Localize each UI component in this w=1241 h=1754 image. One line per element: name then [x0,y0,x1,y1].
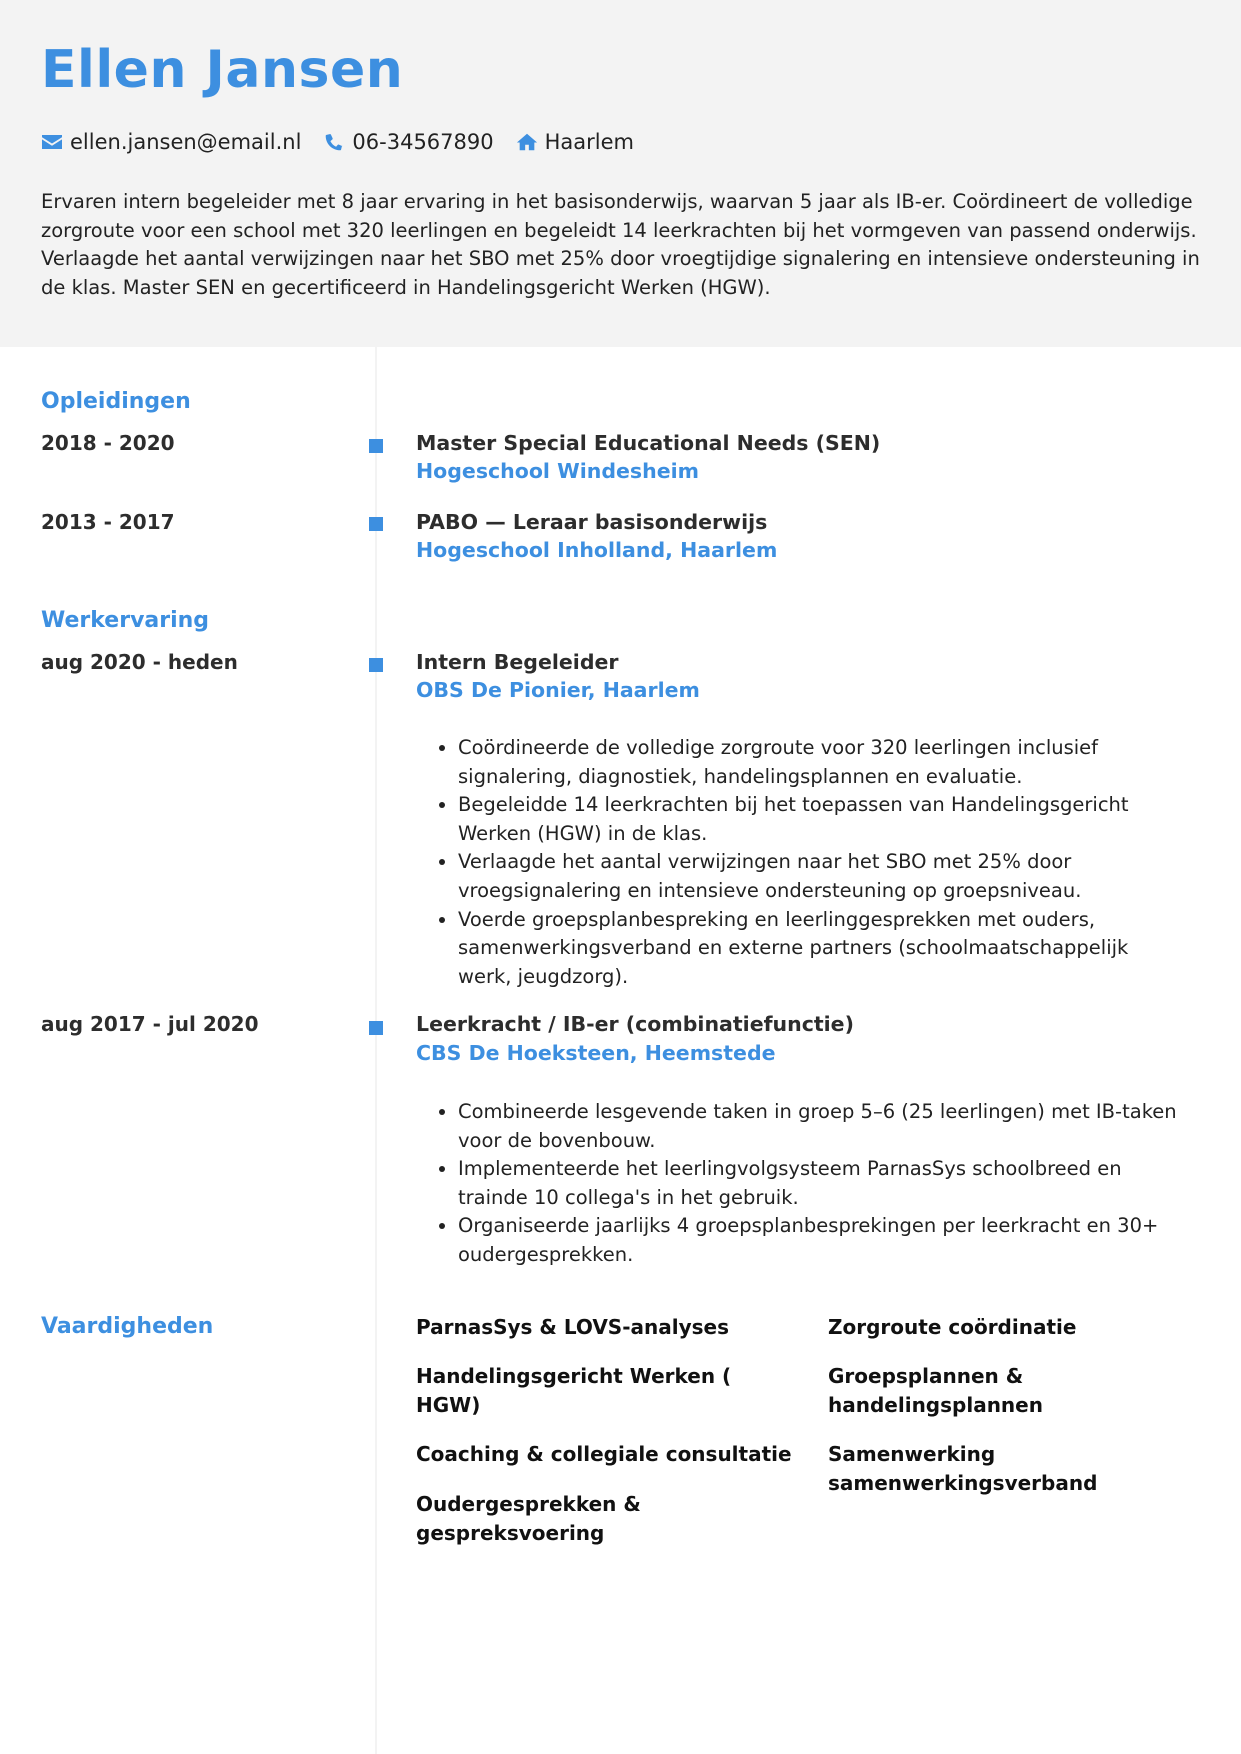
experience-date: aug 2020 - heden [41,650,238,674]
header-band [0,0,1241,347]
skill-item: Handelingsgericht Werken ( HGW) [416,1364,732,1417]
bullet-item: • Coördineerde de volledige zorgroute voor 320 leerlingen inclusief signalering, diagnostiek, handelingsplannen en evaluatie. [458,734,1186,791]
experience-org: OBS De Pionier, Haarlem [416,678,700,702]
envelope-icon [41,132,63,152]
bullet-item: • Begeleidde 14 leerkrachten bij het toepassen van Handelingsgericht Werken (HGW) in de klas. [458,791,1186,848]
timeline-marker [369,517,383,531]
bullet-item: • Verlaagde het aantal verwijzingen naar het SBO met 25% door vroegsignalering en intensieve ondersteuning op groepsniveau. [458,848,1186,905]
skill-item: Oudergesprekken & gespreksvoering [416,1492,641,1545]
bullet-item: • Combineerde lesgevende taken in groep 5–6 (25 leerlingen) met IB-taken voor de bovenbouw. [458,1098,1186,1155]
education-school: Hogeschool Windesheim [416,459,699,483]
timeline-marker [369,1021,383,1035]
skill-item: Coaching & collegiale consultatie [416,1442,792,1466]
timeline-divider [375,347,377,1754]
experience-bullets [416,734,1186,991]
location-text: Haarlem [544,130,634,154]
contact-phone[interactable] [323,130,493,154]
experience-role: Intern Begeleider [416,650,619,674]
contact-row [41,129,656,155]
education-date: 2018 - 2020 [41,431,175,455]
phone-text: 06-34567890 [352,130,494,154]
education-school: Hogeschool Inholland, Haarlem [416,538,778,562]
skill-item: Groepsplannen & handelingsplannen [828,1364,1043,1417]
bullet-item: • Implementeerde het leerlingvolgsysteem ParnasSys schoolbreed en trainde 10 collega's in het gebruik. [458,1155,1186,1212]
bullet-item: • Voerde groepsplanbespreking en leerlinggesprekken met ouders, samenwerkingsverband en externe partners (schoolmaatschappelijk werk, jeugdzorg). [458,906,1186,992]
experience-org: CBS De Hoeksteen, Heemstede [416,1041,776,1065]
skill-item: Zorgroute coördinatie [828,1315,1077,1339]
profile-summary: Ervaren intern begeleider met 8 jaar ervaring in het basisonderwijs, waarvan 5 jaar als IB-er. Coördineert de volledige zorgroute voor een school met 320 leerlingen en begeleidt 14 leerkrachten bij het vormgeven van passend onderwijs. Verlaagde het aantal verwijzingen naar het SBO met 25% door vroegtijdige signalering en intensieve ondersteuning in de klas. Master SEN en gecertificeerd in Handelingsgericht Werken (HGW). [41,190,1200,299]
education-degree: Master Special Educational Needs (SEN) [416,431,881,455]
candidate-name: Ellen Jansen [41,40,404,100]
education-degree: PABO — Leraar basisonderwijs [416,510,768,534]
experience-heading: Werkervaring [41,608,210,633]
contact-location [516,130,634,154]
experience-role: Leerkracht / IB-er (combinatiefunctie) [416,1012,854,1036]
phone-icon [323,132,345,152]
home-icon [516,132,538,152]
timeline-marker [369,658,383,672]
email-text: ellen.jansen@email.nl [70,130,302,154]
education-date: 2013 - 2017 [41,510,175,534]
timeline-marker [369,439,383,453]
skill-item: ParnasSys & LOVS-analyses [416,1315,730,1339]
experience-bullets [416,1098,1186,1270]
experience-date: aug 2017 - jul 2020 [41,1012,259,1036]
contact-email[interactable] [41,130,301,154]
bullet-item: • Organiseerde jaarlijks 4 groepsplanbesprekingen per leerkracht en 30+ oudergesprekken. [458,1212,1186,1269]
education-heading: Opleidingen [41,389,191,414]
skills-heading: Vaardigheden [41,1314,214,1339]
skill-item: Samenwerking samenwerkingsverband [828,1442,1098,1495]
